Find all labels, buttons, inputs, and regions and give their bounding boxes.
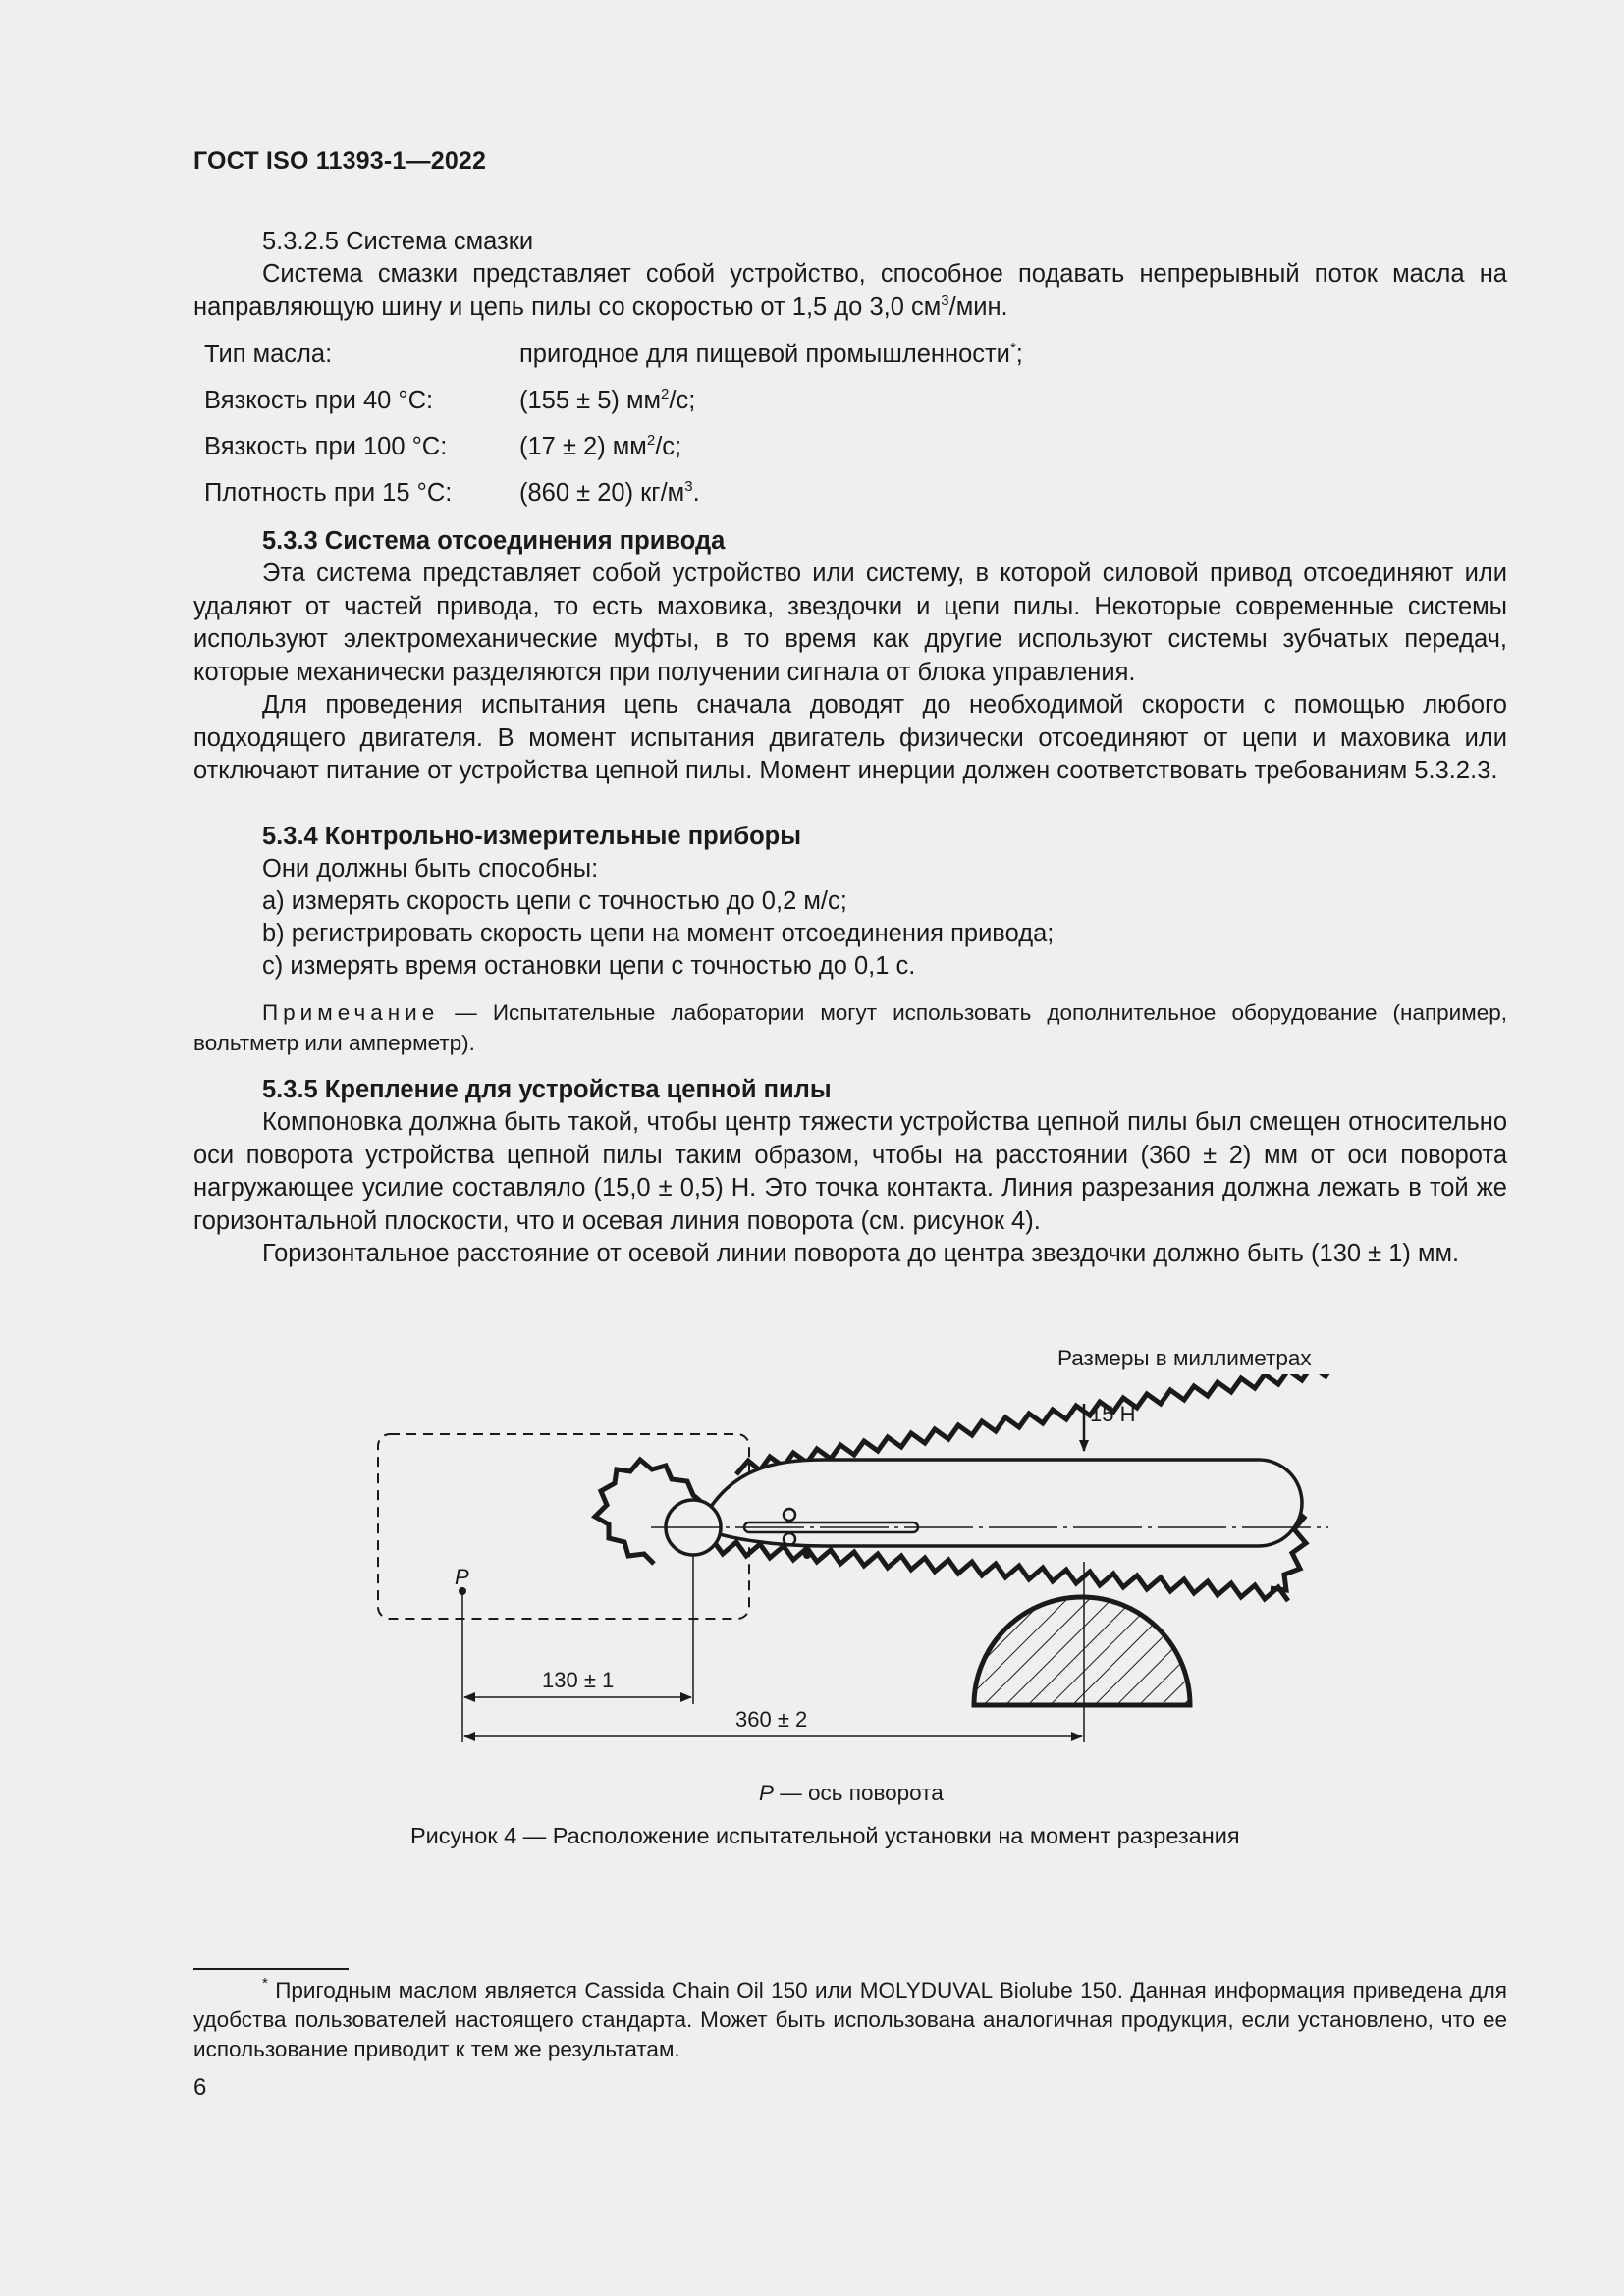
value-tail: ; <box>1015 341 1023 368</box>
footnote-ref: * <box>1009 340 1016 356</box>
figure-legend <box>759 1781 944 1806</box>
section-5-3-3-paragraph-1: Эта система представляет собой устройство или систему, в которой силовой привод отсоединяют или удаляют от частей привода, то есть маховика, звездочки и цепи пилы. Некоторые современные системы используют электромеханические муфты, в то время как другие используют системы зубчатых передач, которые механически разделяются при получении сигнала от блока управления. <box>193 560 1507 686</box>
figure-dimensions-note: Размеры в миллиметрах <box>1057 1346 1312 1370</box>
legend-symbol: P <box>759 1781 775 1805</box>
pivot-label: P <box>455 1565 469 1589</box>
figure-caption: Рисунок 4 — Расположение испытательной установки на момент разрезания <box>410 1823 1240 1848</box>
list-item: с) измерять время остановки цепи с точностью до 0,1 с. <box>262 952 916 980</box>
section-5-3-3-paragraph-2: Для проведения испытания цепь сначала доводят до необходимой скорости с помощью любого подходящего двигателя. В момент испытания двигатель физически отсоединяют от цепи и маховика или отключают питание от устройства цепной пилы. Момент инерции должен соответствовать требованиям 5.3.2.3. <box>193 691 1507 784</box>
value-tail: /с; <box>669 387 696 414</box>
value-text: (860 ± 20) кг/м <box>519 479 685 507</box>
section-5-3-4-intro: Они должны быть способны: <box>262 855 599 882</box>
note-label: Примечание <box>262 1000 440 1025</box>
footnote-text: Пригодным маслом является Cassida Chain Oil 150 или MOLYDUVAL Biolube 150. Данная информация приведена для удобства пользователей настоящего стандарта. Может быть использована аналогичная продукция, если установлено, что ее использование приводит к тем же результатам. <box>193 1978 1507 2061</box>
list-item: а) измерять скорость цепи с точностью до 0,2 м/с; <box>262 887 847 915</box>
footnote <box>193 1976 1507 2064</box>
section-5-3-5-paragraph-2: Горизонтальное расстояние от осевой линии поворота до центра звездочки должно быть (130 ± 1) мм. <box>262 1240 1460 1267</box>
figure-4-drawing <box>0 1374 1624 1787</box>
property-label: Тип масла: <box>204 341 333 368</box>
value-text: пригодное для пищевой промышленности <box>519 341 1010 368</box>
property-label: Плотность при 15 °С: <box>204 479 453 507</box>
superscript: 3 <box>684 478 693 495</box>
property-label: Вязкость при 40 °С: <box>204 387 434 414</box>
section-5-3-5-title: 5.3.5 Крепление для устройства цепной пилы <box>262 1076 832 1103</box>
property-value <box>519 339 1023 372</box>
value-tail: /с; <box>655 433 682 460</box>
list-item: b) регистрировать скорость цепи на момент отсоединения привода; <box>262 920 1055 947</box>
note-text: — Испытательные лаборатории могут использовать дополнительное оборудование (например, вольтметр или амперметр). <box>193 1000 1507 1055</box>
property-value <box>519 385 695 418</box>
note <box>193 997 1507 1058</box>
property-value <box>519 431 681 464</box>
dimension-label-130: 130 ± 1 <box>542 1668 615 1692</box>
value-text: (17 ± 2) мм <box>519 433 647 460</box>
body-text: Система смазки представляет собой устройство, способное подавать непрерывный поток масла на направляющую шину и цепь пилы со скоростью от 1,5 до 3,0 см <box>193 260 1507 321</box>
page-number: 6 <box>193 2074 207 2101</box>
superscript: 3 <box>941 292 949 309</box>
rivet <box>803 1551 811 1559</box>
superscript: 2 <box>661 386 670 402</box>
section-5-3-3-title: 5.3.3 Система отсоединения привода <box>262 527 726 555</box>
section-5-3-2-5-title: 5.3.2.5 Система смазки <box>262 228 534 255</box>
section-5-3-4-title: 5.3.4 Контрольно-измерительные приборы <box>262 823 802 850</box>
section-5-3-2-5-body <box>193 258 1507 324</box>
body-text-end: /мин. <box>948 293 1008 321</box>
superscript: 2 <box>646 432 656 449</box>
document-header: ГОСТ ISO 11393-1—2022 <box>193 147 487 175</box>
value-tail: . <box>692 479 700 507</box>
property-label: Вязкость при 100 °С: <box>204 433 448 460</box>
property-value <box>519 477 700 510</box>
dimension-label-360: 360 ± 2 <box>735 1707 808 1732</box>
footnote-separator <box>193 1968 349 1970</box>
value-text: (155 ± 5) мм <box>519 387 662 414</box>
legend-text: — ось поворота <box>774 1781 944 1805</box>
footnote-mark: * <box>262 1975 268 1992</box>
force-label: 15 Н <box>1090 1402 1136 1426</box>
section-5-3-5-paragraph-1: Компоновка должна быть такой, чтобы центр тяжести устройства цепной пилы был смещен относительно оси поворота устройства цепной пилы таким образом, чтобы на расстоянии (360 ± 2) мм от оси поворота нагружающее усилие составляло (15,0 ± 0,5) Н. Это точка контакта. Линия разрезания должна лежать в той же горизонтальной плоскости, что и осевая линия поворота (см. рисунок 4). <box>193 1108 1507 1235</box>
